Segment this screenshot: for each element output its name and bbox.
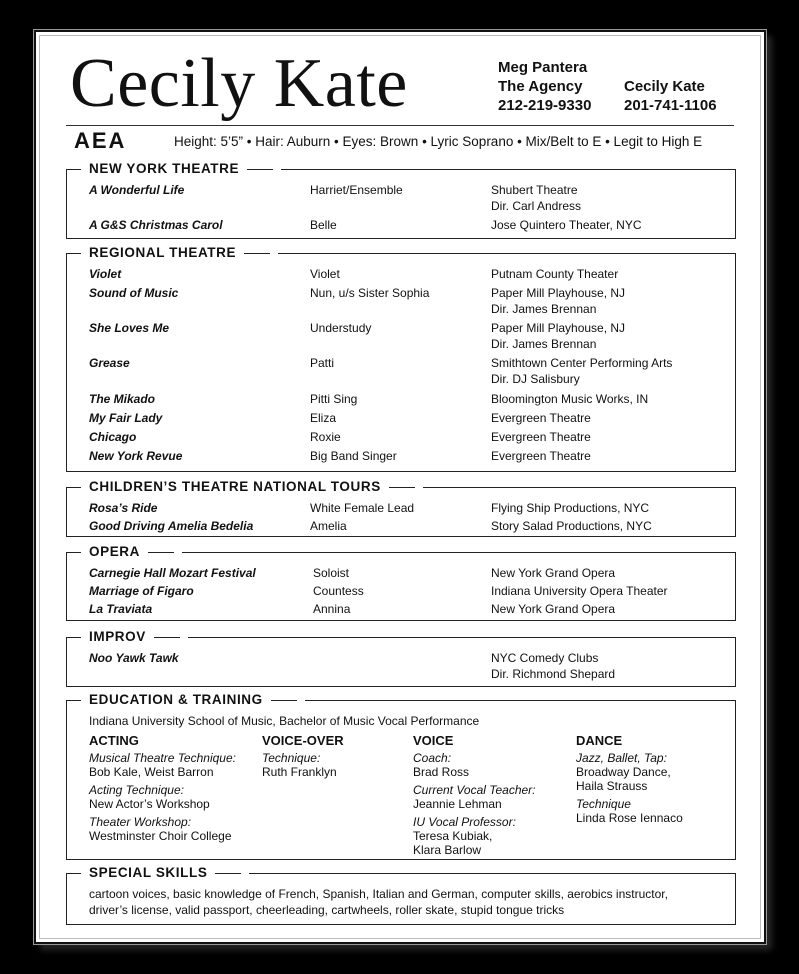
training-value: Westminster Choir College <box>89 829 232 843</box>
role: Annina <box>313 602 351 616</box>
training-voiceover <box>262 734 344 783</box>
training-voice <box>413 734 536 857</box>
training-value: Haila Strauss <box>576 779 648 793</box>
section-title: REGIONAL THEATRE <box>81 245 278 260</box>
training-value: Jeannie Lehman <box>413 797 502 811</box>
column-heading: DANCE <box>576 733 623 748</box>
training-dance <box>576 734 683 829</box>
director: Dir. James Brennan <box>491 302 597 316</box>
role: White Female Lead <box>310 501 415 515</box>
agent-contact <box>498 58 591 115</box>
show-title: A G&S Christmas Carol <box>89 218 223 232</box>
skills-line: cartoon voices, basic knowledge of French, Spanish, Italian and German, computer skills, aerobics instructor, <box>89 887 668 901</box>
role: Amelia <box>310 519 347 533</box>
venue: Evergreen Theatre <box>491 411 591 425</box>
role: Nun, u/s Sister Sophia <box>310 286 430 300</box>
role: Patti <box>310 356 335 370</box>
venue: New York Grand Opera <box>491 602 616 616</box>
training-label: Musical Theatre Technique: <box>89 751 236 765</box>
show-title: She Loves Me <box>89 321 170 335</box>
show-title: A Wonderful Life <box>89 183 185 197</box>
role: Understudy <box>310 321 372 335</box>
venue: Flying Ship Productions, NYC <box>491 501 650 515</box>
section-improv <box>66 629 736 687</box>
self-contact <box>624 77 717 115</box>
venue: Putnam County Theater <box>491 267 619 281</box>
show-title: Noo Yawk Tawk <box>89 651 179 665</box>
venue: Evergreen Theatre <box>491 430 591 444</box>
director: Dir. Richmond Shepard <box>491 667 616 681</box>
resume-page <box>34 30 766 944</box>
role: Countess <box>313 584 364 598</box>
show-title: Violet <box>89 267 122 281</box>
physical-stats: Height: 5’5” • Hair: Auburn • Eyes: Brown • Lyric Soprano • Mix/Belt to E • Legit to High E <box>174 134 703 149</box>
training-value: Klara Barlow <box>413 843 482 857</box>
venue: Paper Mill Playhouse, NJ <box>491 321 626 335</box>
show-title: Rosa’s Ride <box>89 501 158 515</box>
venue-cell <box>491 285 625 317</box>
section-title: EDUCATION & TRAINING <box>81 692 305 707</box>
venue: Shubert Theatre <box>491 183 578 197</box>
degree: Indiana University School of Music, Bachelor of Music Vocal Performance <box>89 714 480 728</box>
role: Soloist <box>313 566 350 580</box>
column-heading: VOICE-OVER <box>262 733 344 748</box>
venue-cell <box>491 182 581 214</box>
venue-cell <box>491 355 672 387</box>
role: Belle <box>310 218 337 232</box>
venue: Smithtown Center Performing Arts <box>491 356 673 370</box>
training-label: Theater Workshop: <box>89 815 192 829</box>
training-label: IU Vocal Professor: <box>413 815 516 829</box>
agent-phone: 212-219-9330 <box>498 97 592 114</box>
training-value: New Actor’s Workshop <box>89 797 210 811</box>
show-title: The Mikado <box>89 392 156 406</box>
training-value: Brad Ross <box>413 765 470 779</box>
section-title: SPECIAL SKILLS <box>81 865 249 880</box>
section-childrens-theatre <box>66 479 736 537</box>
header-rule <box>66 125 734 126</box>
training-value: Teresa Kubiak, <box>413 829 493 843</box>
role: Pitti Sing <box>310 392 358 406</box>
training-value: Ruth Franklyn <box>262 765 337 779</box>
section-title: IMPROV <box>81 629 188 644</box>
agent-name: Meg Pantera <box>498 59 588 76</box>
director: Dir. Carl Andress <box>491 199 582 213</box>
venue: Bloomington Music Works, IN <box>491 392 649 406</box>
venue-cell <box>491 650 615 682</box>
venue: Paper Mill Playhouse, NJ <box>491 286 626 300</box>
show-title: La Traviata <box>89 602 153 616</box>
agency-name: The Agency <box>498 78 583 95</box>
section-title: NEW YORK THEATRE <box>81 161 281 176</box>
training-value: Bob Kale, Weist Barron <box>89 765 214 779</box>
role: Big Band Singer <box>310 449 397 463</box>
training-label: Current Vocal Teacher: <box>413 783 536 797</box>
training-label: Technique <box>576 797 631 811</box>
show-title: Carnegie Hall Mozart Festival <box>89 566 256 580</box>
role: Harriet/Ensemble <box>310 183 403 197</box>
section-title: OPERA <box>81 544 182 559</box>
self-phone: 201-741-1106 <box>624 97 717 114</box>
venue: Evergreen Theatre <box>491 449 591 463</box>
show-title: Grease <box>89 356 130 370</box>
training-value: Broadway Dance, <box>576 765 671 779</box>
director: Dir. DJ Salisbury <box>491 372 580 386</box>
section-opera <box>66 544 736 621</box>
role: Violet <box>310 267 340 281</box>
show-title: Chicago <box>89 430 137 444</box>
training-value: Linda Rose Iennaco <box>576 811 683 825</box>
venue: Indiana University Opera Theater <box>491 584 668 598</box>
self-name: Cecily Kate <box>624 78 705 95</box>
section-education-training <box>66 692 736 860</box>
venue-cell <box>491 320 625 352</box>
performer-name: Cecily Kate <box>70 45 408 122</box>
column-heading: ACTING <box>89 733 139 748</box>
skills-line: driver’s license, valid passport, cheerleading, cartwheels, roller skate, stupid tongue tricks <box>89 903 565 917</box>
section-title: CHILDREN’S THEATRE NATIONAL TOURS <box>81 479 423 494</box>
column-heading: VOICE <box>413 733 454 748</box>
role: Eliza <box>310 411 337 425</box>
section-regional-theatre <box>66 245 736 472</box>
venue: New York Grand Opera <box>491 566 616 580</box>
venue: NYC Comedy Clubs <box>491 651 599 665</box>
training-label: Acting Technique: <box>89 783 184 797</box>
section-special-skills <box>66 865 736 925</box>
show-title: Marriage of Figaro <box>89 584 194 598</box>
training-label: Jazz, Ballet, Tap: <box>576 751 667 765</box>
show-title: Good Driving Amelia Bedelia <box>89 519 254 533</box>
section-new-york-theatre <box>66 161 736 239</box>
union-badge: AEA <box>74 128 127 153</box>
show-title: New York Revue <box>89 449 183 463</box>
show-title: My Fair Lady <box>89 411 163 425</box>
training-label: Technique: <box>262 751 321 765</box>
role: Roxie <box>310 430 341 444</box>
training-label: Coach: <box>413 751 452 765</box>
venue: Jose Quintero Theater, NYC <box>491 218 642 232</box>
training-acting <box>89 734 236 847</box>
show-title: Sound of Music <box>89 286 179 300</box>
venue: Story Salad Productions, NYC <box>491 519 652 533</box>
director: Dir. James Brennan <box>491 337 597 351</box>
